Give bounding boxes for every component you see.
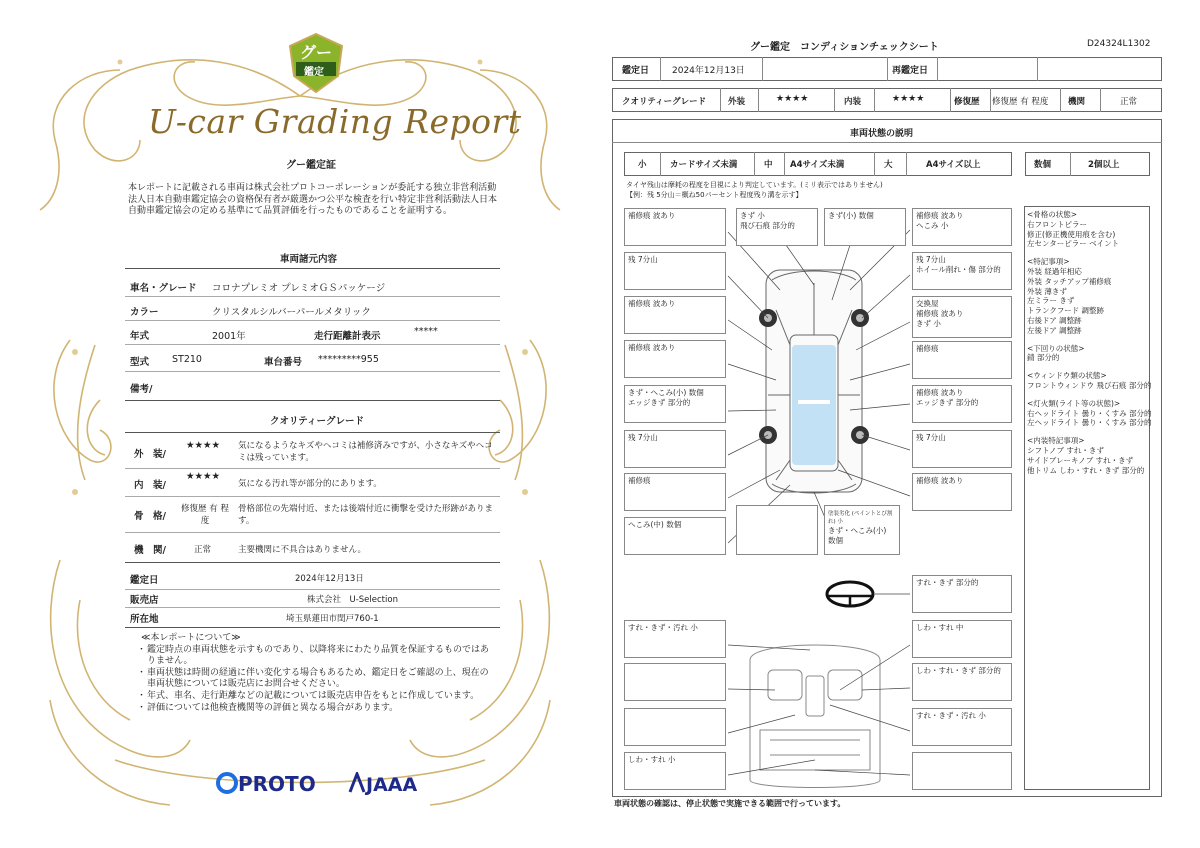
divider <box>125 468 500 469</box>
logo-bottom-text: 鑑定 <box>304 67 324 78</box>
goo-appraisal-logo <box>288 32 344 94</box>
damage-box-windshield: きず 小 飛び石痕 部分的 <box>736 208 818 246</box>
remarks-label: 備考/ <box>130 384 153 395</box>
condition-check-sheet <box>600 0 1200 848</box>
damage-box-hood: きず(小) 数個 <box>824 208 906 246</box>
quality-label: クオリティーグレード <box>622 97 707 107</box>
engine-value: 正常 <box>194 545 212 555</box>
interior-label: 内 装/ <box>134 480 166 491</box>
condition-header: 車両状態の説明 <box>850 129 914 139</box>
dealer-label: 販売店 <box>130 595 159 606</box>
certificate-title: グー鑑定証 <box>286 160 336 171</box>
windows-group: <ウィンドウ類の状態> フロントウィンドウ 飛び石痕 部分的 <box>1027 371 1152 390</box>
notes-title: ≪本レポートについて≫ <box>141 633 241 643</box>
damage-box-front-left-fender: 補修痕 波あり <box>624 208 726 246</box>
date-label: 鑑定日 <box>622 66 650 76</box>
date-label: 鑑定日 <box>130 575 159 586</box>
size-small-desc: カードサイズ未満 <box>670 160 738 170</box>
interior-box-left-middle <box>624 708 726 746</box>
damage-box-rear-right-tire: 残 7分山 <box>912 430 1012 468</box>
engine-label: 機関 <box>1068 97 1086 107</box>
document-id: D24324L1302 <box>1087 39 1151 49</box>
sheet-footer: 車両状態の確認は、停止状態で実施できる範囲で行っています。 <box>614 799 846 808</box>
damage-box-front-right-door: 交換屋 補修痕 波あり きず 小 <box>912 296 1012 338</box>
frame-label: 骨 格/ <box>134 511 166 522</box>
paint-deterioration-note: 塗装劣化 (ペイントとび割れ) 小 <box>828 511 893 525</box>
exterior-stars: ★★★★ <box>776 94 809 104</box>
engine-label: 機 関/ <box>134 545 166 556</box>
special-notes-group: <特記事項> 外装 経過年相応 外装 タッチアップ補修痕 外装 薄きず 左ミラー きず トランクフード 調整跡 右後ドア 調整跡 左後ドア 調整跡 <box>1027 257 1112 335</box>
model-label: 型式 <box>130 357 150 368</box>
count-desc: 2個以上 <box>1088 160 1120 170</box>
divider <box>125 589 500 590</box>
interior-box-left-front <box>624 663 726 701</box>
tire-note-2: 【例：残 5分山＝概ね50パーセント程度残り溝を示す】 <box>626 191 803 199</box>
interior-box-driver-seat: しわ・すれ 中 <box>912 620 1012 658</box>
note-item: ・ 鑑定時点の車両状態を示すものであり、以降将来にわたり品質を保証するものではありません。 <box>137 644 490 667</box>
divider <box>125 432 500 433</box>
damage-box-right-pillar: 補修痕 <box>912 341 1012 379</box>
damage-box-rear-right-fender: 補修痕 波あり <box>912 473 1012 511</box>
dealer-value: 株式会社 U-Selection <box>307 595 398 605</box>
proto-logo: PROTO <box>216 772 316 796</box>
divider <box>125 532 500 533</box>
divider <box>125 320 500 321</box>
chassis-label: 車台番号 <box>264 357 303 368</box>
damage-box-rear-left-door: きず・へこみ(小) 数個 エッジきず 部分的 <box>624 385 726 423</box>
size-large-label: 大 <box>884 160 893 170</box>
frame-condition-group: <骨格の状態> 右フロントピラー 修正(修正機使用痕を含む) 左センターピラー ベイント <box>1027 210 1120 249</box>
damage-box-trunk <box>824 505 900 555</box>
year-value: 2001年 <box>212 331 246 342</box>
damage-box-rear-left-fender: 補修痕 <box>624 473 726 511</box>
note-item: ・ 年式、車名、走行距離などの記載については販売店申告をもとに作成しています。 <box>137 690 480 701</box>
exterior-label: 外 装/ <box>134 449 166 460</box>
damage-box-front-right-tire: 残 7分山 ホイール削れ・傷 部分的 <box>912 252 1012 290</box>
proto-mark-icon <box>216 772 238 794</box>
size-small-label: 小 <box>638 160 647 170</box>
frame-text: 骨格部位の先端付近、または後端付近に衝撃を受けた形跡があります。 <box>238 504 494 526</box>
date-value: 2024年12月13日 <box>672 66 745 76</box>
logo-top-text: グー <box>300 43 333 62</box>
damage-box-front-left-door: 補修痕 波あり <box>624 296 726 334</box>
damage-box-rear-bumper-left: へこみ(中) 数個 <box>624 517 726 555</box>
chassis-value: *********955 <box>318 354 379 365</box>
interior-text: 気になる汚れ等が部分的にあります。 <box>238 479 382 489</box>
interior-box-rear-seat: しわ・すれ 小 <box>624 752 726 790</box>
damage-box-trunk-left <box>736 505 818 555</box>
car-name-label: 車名・グレード <box>130 283 197 294</box>
damage-box-left-pillar: 補修痕 波あり <box>624 340 726 378</box>
count-label: 数個 <box>1034 160 1052 170</box>
color-label: カラー <box>130 307 159 318</box>
lights-group: <灯火類(ライト等の状態)> 右ヘッドライト 曇り・くすみ 部分的 左ヘッドライト 曇り・くすみ 部分的 <box>1027 398 1152 428</box>
damage-box-rear-right-door: 補修痕 波あり エッジきず 部分的 <box>912 385 1012 423</box>
divider <box>125 344 500 345</box>
divider <box>125 627 500 628</box>
size-large-desc: A4サイズ以上 <box>926 160 981 170</box>
interior-box-dashboard: すれ・きず・汚れ 小 <box>624 620 726 658</box>
divider <box>125 268 500 269</box>
report-title: U-car Grading Report <box>148 102 522 141</box>
grade-header: クオリティーグレード <box>270 416 365 427</box>
exterior-stars: ★★★★ <box>186 440 221 451</box>
report-notes <box>137 633 492 714</box>
divider <box>125 371 500 372</box>
interior-label: 内装 <box>844 97 862 107</box>
jaaa-logo: JAAA <box>348 772 417 796</box>
exterior-label: 外装 <box>728 97 746 107</box>
model-value: ST210 <box>172 354 202 365</box>
interior-box-door-trim: しわ・すれ・きず 部分的 <box>912 663 1012 701</box>
damage-box-rear-left-tire: 残 7分山 <box>624 430 726 468</box>
damage-box-front-right-fender: 補修痕 波あり へこみ 小 <box>912 208 1012 246</box>
mileage-value: ***** <box>414 326 438 337</box>
size-mid-desc: A4サイズ未満 <box>790 160 845 170</box>
divider <box>125 400 500 401</box>
address-label: 所在地 <box>130 614 159 625</box>
interior-stars: ★★★★ <box>892 94 925 104</box>
repair-value: 修復歴 有 程度 <box>992 97 1049 107</box>
damage-box-front-left-tire: 残 7分山 <box>624 252 726 290</box>
color-value: クリスタルシルバーパールメタリック <box>212 307 371 318</box>
engine-text: 主要機関に不具合はありません。 <box>238 545 367 555</box>
divider <box>125 496 500 497</box>
year-label: 年式 <box>130 331 150 342</box>
date-value: 2024年12月13日 <box>295 574 364 584</box>
size-mid-label: 中 <box>764 160 773 170</box>
interior-stars: ★★★★ <box>186 471 221 482</box>
divider <box>125 562 500 563</box>
certificate-text: 本レポートに記載される車両は株式会社プロトコーポレーションが委託する独立非営利活動法人日本自動車鑑定協会の資格保有者が厳選かつ公平な検査を行い特定非営利活動法人日本自動車鑑定協会の定める基準にて品質評価を行ったものであることを証明する。 <box>128 183 498 216</box>
reinspect-label: 再鑑定日 <box>892 66 929 76</box>
address-value: 埼玉県蓮田市閏戸760-1 <box>286 614 379 624</box>
mileage-label: 走行距離計表示 <box>314 331 381 342</box>
repair-label: 修復歴 <box>954 97 980 107</box>
interior-notes-group: <内装特記事項> シフトノブ すれ・きず サイドブレーキノブ すれ・きず 他トリム しわ・すれ・きず 部分的 <box>1027 436 1145 475</box>
interior-box-console: すれ・きず・汚れ 小 <box>912 708 1012 746</box>
divider <box>125 296 500 297</box>
car-name-value: コロナプレミオ プレミオＧＳパッケージ <box>212 283 386 294</box>
remarks-list <box>1027 210 1152 483</box>
sheet-title: グー鑑定 コンディションチェックシート <box>750 42 939 53</box>
interior-box-steering: すれ・きず 部分的 <box>912 575 1012 613</box>
trunk-damage-text: きず・へこみ(小) 数個 <box>828 526 887 545</box>
interior-box-rear-trim <box>912 752 1012 790</box>
frame-value: 修復歴 有 程度 <box>181 504 229 526</box>
underbody-group: <下回りの状態> 錆 部分的 <box>1027 343 1085 363</box>
tire-note-1: タイヤ残山は摩耗の程度を目視により判定しています。(ミリ表示ではありません) <box>626 181 883 189</box>
exterior-text: 気になるようなキズやヘコミは補修済みですが、小さなキズやヘコミは残っています。 <box>238 441 493 463</box>
engine-value: 正常 <box>1120 97 1138 107</box>
spec-header: 車両諸元内容 <box>280 254 338 265</box>
note-item: ・ 評価については他検査機関等の評価と異なる場合があります。 <box>137 702 399 713</box>
jaaa-mark-icon <box>348 772 366 794</box>
divider <box>125 607 500 608</box>
note-item: ・ 車両状態は時間の経過に伴い変化する場合もあるため、鑑定日をご確認の上、現在の車両状態については販売店にお問合せください。 <box>137 667 489 690</box>
